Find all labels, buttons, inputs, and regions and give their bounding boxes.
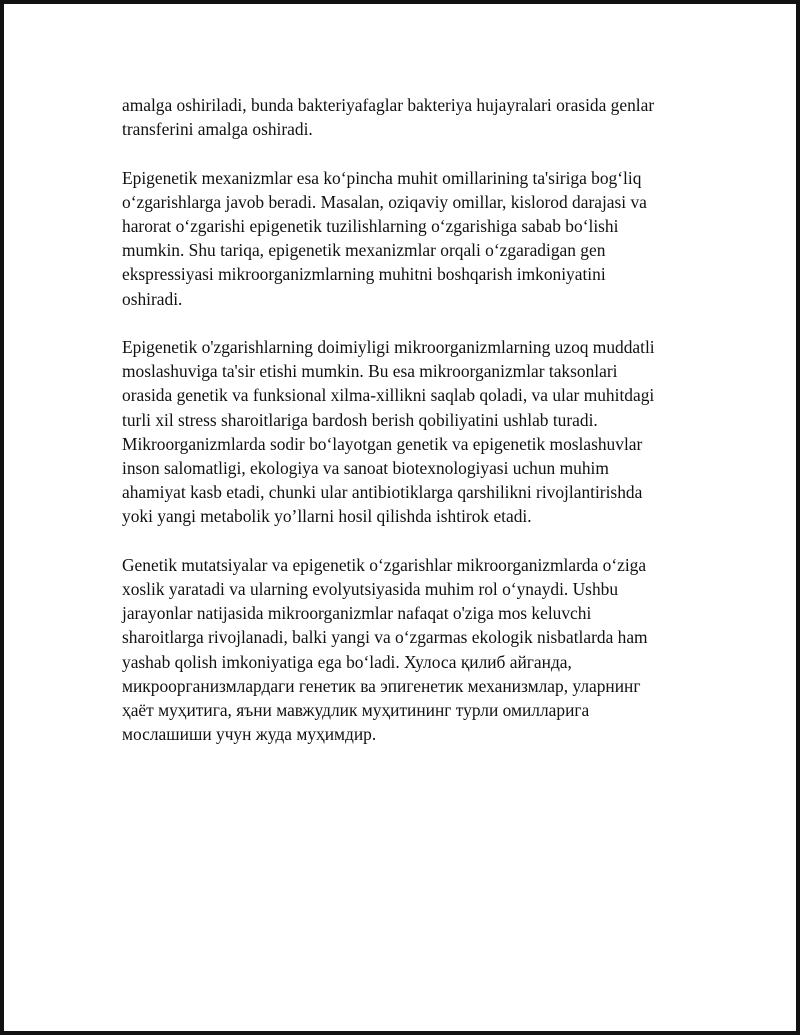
paragraph-3: [122, 335, 702, 529]
text-line: transferini amalga oshiradi.: [122, 119, 313, 140]
text-line: oʻzgarishlarga javob beradi. Masalan, oziqaviy omillar, kislorod darajasi va: [122, 191, 647, 212]
paragraph-1: [122, 93, 702, 141]
text-line: мослашиши учун жуда муҳимдир.: [122, 724, 377, 745]
text-line: ҳаёт муҳитига, яъни мавжудлик муҳитининг турли омилларига: [122, 700, 590, 721]
text-line: Epigenetik o'zgarishlarning doimiyligi mikroorganizmlarning uzoq muddatli: [122, 337, 655, 357]
text-line: ekspressiyasi mikroorganizmlarning muhitni boshqarish imkoniyatini: [122, 264, 606, 285]
text-line: harorat oʻzgarishi epigenetik tuzilishlarning oʻzgarishiga sabab boʻlishi: [122, 216, 619, 236]
text-line: yoki yangi metabolik yoʼllarni hosil qilishda ishtirok etadi.: [122, 506, 532, 527]
paragraph-2: [122, 166, 702, 311]
text-line: Epigenetik mexanizmlar esa koʻpincha muhit omillarining ta'siriga bogʻliq: [122, 167, 642, 188]
text-line: Genetik mutatsiyalar va epigenetik oʻzgarishlar mikroorganizmlarda oʻziga: [122, 554, 647, 575]
text-line: ahamiyat kasb etadi, chunki ular antibiotiklarga qarshilikni rivojlantirishda: [122, 482, 643, 503]
text-line: orasida genetik va funksional xilma-xillikni saqlab qoladi, va ular muhitdagi: [122, 385, 655, 406]
text-line: микроорганизмлардаги генетик ва эпигенетик механизмлар, уларнинг: [122, 675, 641, 696]
paragraph-4: [122, 553, 702, 747]
text-line: moslashuviga ta'sir etishi mumkin. Bu esa mikroorganizmlar taksonlari: [122, 361, 618, 382]
text-line: oshiradi.: [122, 288, 183, 309]
text-line: Mikroorganizmlarda sodir boʻlayotgan genetik va epigenetik moslashuvlar: [122, 433, 643, 454]
text-line: yashab qolish imkoniyatiga ega boʻladi. Хулоса қилиб айганда,: [122, 651, 572, 672]
text-line: jarayonlar natijasida mikroorganizmlar nafaqat o'ziga mos keluvchi: [122, 603, 592, 624]
text-line: inson salomatligi, ekologiya va sanoat biotexnologiyasi uchun muhim: [122, 458, 609, 479]
text-line: amalga oshiriladi, bunda bakteriyafaglar bakteriya hujayralari orasida genlar: [122, 95, 655, 115]
text-line: xoslik yaratadi va ularning evolyutsiyasida muhim rol oʻynaydi. Ushbu: [122, 579, 619, 600]
text-line: sharoitlarga rivojlanadi, balki yangi va oʻzgarmas ekologik nisbatlarda ham: [122, 627, 648, 648]
text-line: mumkin. Shu tariqa, epigenetik mexanizmlar orqali oʻzgaradigan gen: [122, 240, 606, 261]
document-body: [122, 93, 702, 771]
text-line: turli xil stress sharoitlariga bardosh berish qobiliyatini ushlab turadi.: [122, 409, 598, 430]
